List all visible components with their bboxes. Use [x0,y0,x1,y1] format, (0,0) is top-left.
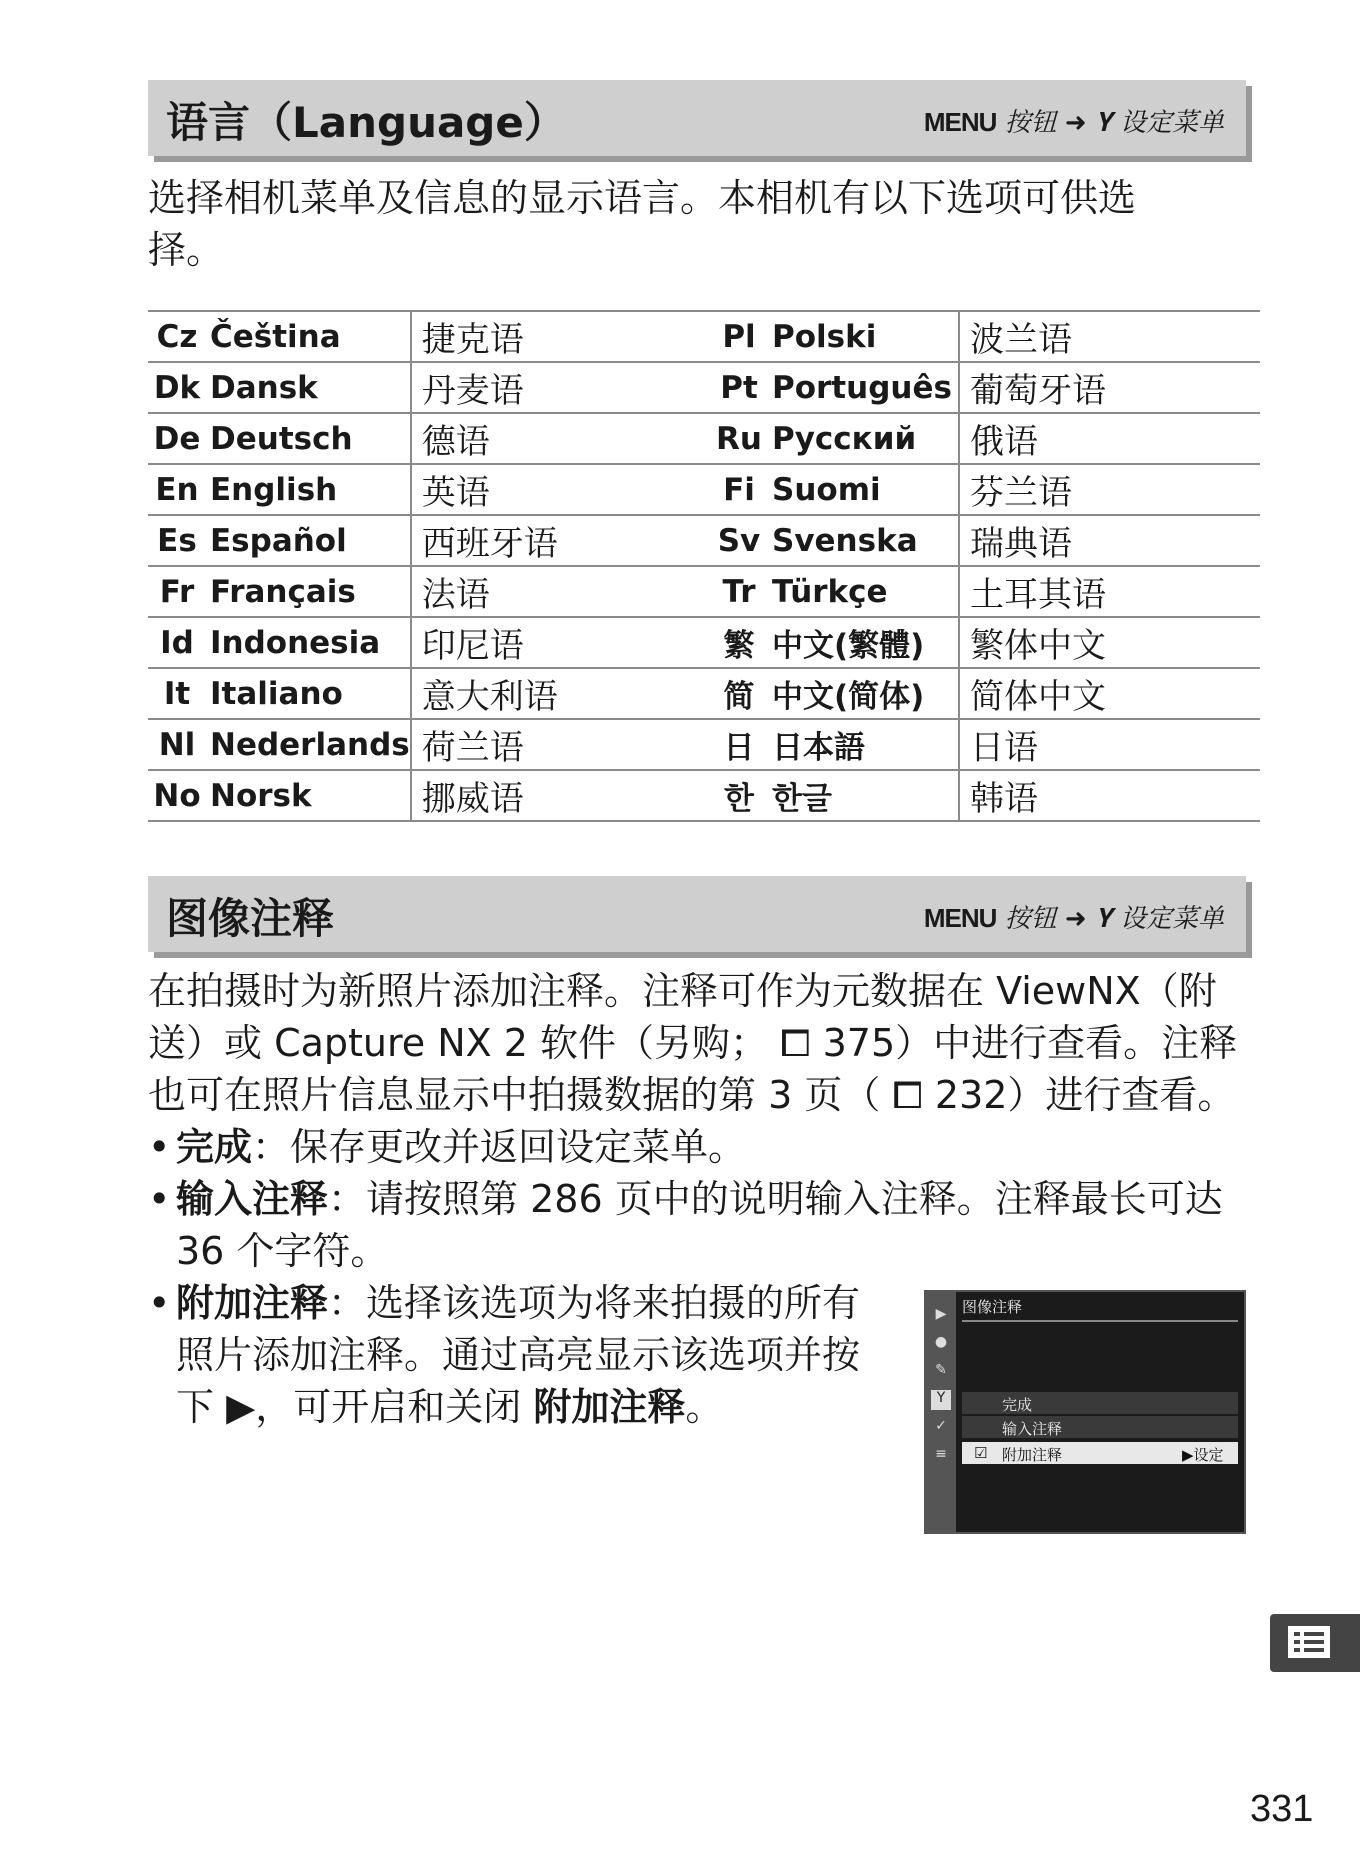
language-chinese: 俄语 [959,413,1260,464]
language-chinese: 法语 [411,566,712,617]
language-code: 简 [710,668,768,719]
language-name: English [206,464,411,515]
breadcrumb-text: 按钮 ➜ [1004,108,1095,138]
language-code: It [148,668,206,719]
language-name: Français [206,566,411,617]
language-code: Cz [148,311,206,362]
camera-icon: ● [934,1334,948,1350]
language-table-right [710,310,1260,822]
language-code: Dk [148,362,206,413]
screen-divider [962,1320,1238,1322]
menu-sidebar [926,1292,956,1532]
language-code: De [148,413,206,464]
page-number: 331 [1250,1788,1314,1830]
language-row [148,413,712,464]
retouch-icon: ✓ [935,1418,947,1434]
language-row [148,617,712,668]
language-name: 한글 [768,770,959,821]
breadcrumb-menu-name: 设定菜单 [1119,108,1224,138]
language-name: Dansk [206,362,411,413]
language-row [710,464,1260,515]
language-code: Fi [710,464,768,515]
language-chinese: 韩语 [959,770,1260,821]
screen-item-done: 完成 [962,1392,1238,1414]
language-name: Italiano [206,668,411,719]
wrench-icon: Y [931,1390,951,1410]
language-name: Svenska [768,515,959,566]
language-chinese: 捷克语 [411,311,712,362]
language-name: Русский [768,413,959,464]
bullet-done: • 完成：保存更改并返回设定菜单。 [148,1125,747,1169]
language-chinese: 葡萄牙语 [959,362,1260,413]
menu-tab-icon [1270,1614,1360,1672]
language-code: No [148,770,206,821]
bullet-input-comment: • 输入注释：请按照第 286 页中的说明输入注释。注释最长可达 36 个字符。 [148,1177,1223,1273]
section-title: 语言（Language） [166,98,566,147]
language-chinese: 西班牙语 [411,515,712,566]
language-name: Deutsch [206,413,411,464]
language-name: Suomi [768,464,959,515]
menu-breadcrumb [924,898,1224,935]
language-code: Pl [710,311,768,362]
menu-breadcrumb [924,102,1224,139]
language-code: Fr [148,566,206,617]
language-code: 日 [710,719,768,770]
language-code: Es [148,515,206,566]
language-description: 选择相机菜单及信息的显示语言。本相机有以下选项可供选 择。 [148,176,1137,272]
language-chinese: 土耳其语 [959,566,1260,617]
checkbox-icon: ☑ [974,1444,988,1462]
language-name: 中文(繁體) [768,617,959,668]
language-chinese: 印尼语 [411,617,712,668]
language-name: Indonesia [206,617,411,668]
language-row [710,617,1260,668]
language-code: Sv [710,515,768,566]
breadcrumb-menu-name: 设定菜单 [1119,904,1224,934]
language-row [148,311,712,362]
language-chinese: 丹麦语 [411,362,712,413]
camera-menu-screen [924,1290,1246,1534]
wrench-icon: 𝐘 [1095,904,1112,934]
language-chinese: 意大利语 [411,668,712,719]
language-row [148,770,712,821]
breadcrumb-text: 按钮 ➜ [1004,904,1095,934]
language-row [148,362,712,413]
menu-button-label: MENU [923,107,997,137]
language-chinese: 挪威语 [411,770,712,821]
language-code: 한 [710,770,768,821]
language-chinese: 瑞典语 [959,515,1260,566]
language-name: Polski [768,311,959,362]
language-name: Español [206,515,411,566]
wrench-icon: 𝐘 [1095,108,1112,138]
language-name: Português [768,362,959,413]
language-code: 繁 [710,617,768,668]
language-row [710,362,1260,413]
language-name: 日本語 [768,719,959,770]
language-code: Nl [148,719,206,770]
language-name: Türkçe [768,566,959,617]
language-row [148,515,712,566]
language-table-left [148,310,712,822]
language-chinese: 德语 [411,413,712,464]
language-code: Pt [710,362,768,413]
language-row [148,464,712,515]
section-header-image-comment [148,876,1246,952]
screen-title: 图像注释 [962,1298,1023,1316]
language-row [148,668,712,719]
language-chinese: 繁体中文 [959,617,1260,668]
screen-item-input: 输入注释 [962,1416,1238,1438]
language-chinese: 简体中文 [959,668,1260,719]
language-row [710,413,1260,464]
my-menu-icon: ≡ [935,1446,947,1462]
screen-item-attach: ☑ 附加注释 ▶设定 [962,1442,1238,1464]
language-chinese: 芬兰语 [959,464,1260,515]
language-name: Nederlands [206,719,411,770]
bullet-attach-comment: • 附加注释：选择该选项为将来拍摄的所有 照片添加注释。通过高亮显示该选项并按 下 ▶，可开启和关闭 附加注释。 [148,1281,861,1429]
language-chinese: 波兰语 [959,311,1260,362]
language-name: Čeština [206,311,411,362]
language-row [710,668,1260,719]
language-code: Id [148,617,206,668]
language-chinese: 英语 [411,464,712,515]
playback-icon: ▶ [935,1306,947,1322]
language-row [710,770,1260,821]
language-name: Norsk [206,770,411,821]
language-row [710,515,1260,566]
language-row [710,719,1260,770]
language-code: Tr [710,566,768,617]
language-row [148,719,712,770]
language-code: Ru [710,413,768,464]
language-chinese: 日语 [959,719,1260,770]
section-title: 图像注释 [166,894,335,943]
image-comment-description: 在拍摄时为新照片添加注释。注释可作为元数据在 ViewNX（附 送）或 Capture NX 2 软件（另购； ⧠ 375）中进行查看。注释 也可在照片信息显示中拍摄数据的第 3 页（ ⧠ 232）进行查看。 [148,969,1238,1117]
pencil-icon: ✎ [935,1362,947,1378]
section-header-language [148,80,1246,156]
language-row [710,566,1260,617]
language-code: En [148,464,206,515]
language-chinese: 荷兰语 [411,719,712,770]
language-row [148,566,712,617]
language-row [710,311,1260,362]
language-name: 中文(简体) [768,668,959,719]
menu-button-label: MENU [923,903,997,933]
